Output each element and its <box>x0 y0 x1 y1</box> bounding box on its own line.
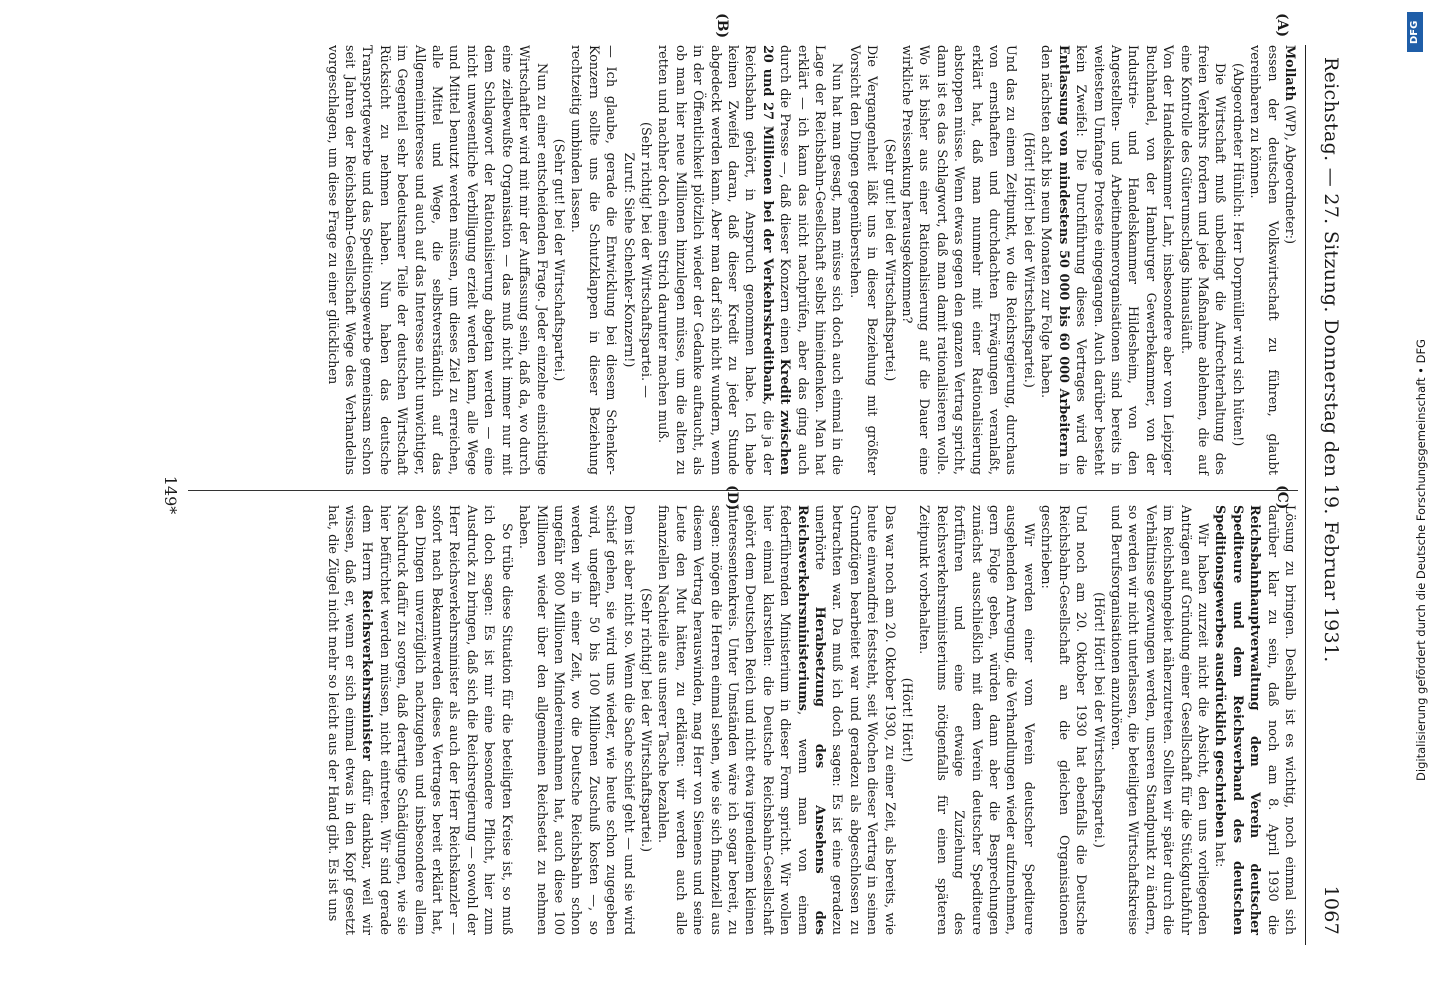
margin-mark-b: (B) <box>714 13 730 39</box>
header-rule <box>1305 45 1306 945</box>
page-header <box>1310 45 1350 945</box>
paragraph: Nun hat man gesagt, man müsse sich doch auch einmal in die Lage der Reichsbahn-Gesellschaft selbst hineindenken. Man hat erklärt — ich kann das nicht nachprüfen, aber das ging auch durch die Presse —, daß dieser Konzern einen Kredit zwischen 20 und 27 Millionen bei der Verkehrskreditbank, die ja der Reichsbahn gehört, in Anspruch genommen habe. Ich habe keinen Zweifel daran, daß dieser Kredit zu jeder Stunde abgedeckt werden kann. Aber man darf sich nicht wundern, wenn in der Öffentlichkeit plötzlich wieder der Gedanke auftaucht, als ob man hier neue Millionen hinzulegen müsse, um die alten zu retten und nachher doch einen Strich darunter machen muß. <box>655 45 845 476</box>
interjection: (Sehr gut! bei der Wirtschaftspartei.) <box>881 138 897 382</box>
rotated-document-page <box>120 13 1350 945</box>
interjection: Zuruf: Siehe Schenker-Konzern!) <box>620 152 636 368</box>
paragraph: Und noch am 20. Oktober 1930 hat ebenfalls die Deutsche Reichsbahn-Gesellschaft an die gleichen Organisationen geschrieben: <box>1038 505 1089 935</box>
paragraph: Wir haben zurzeit nicht die Absicht, den uns vorliegenden Anträgen auf Gründung einer Gesellschaft für die Stückgutabfuhr im Reichsbahngebiet näherzutreten. Sollten wir später durch die Verhältnisse gezwungen werden, unseren Standpunkt zu ändern, so werden wir nicht unterlassen, die beteiligten Wirtschaftskreise und Berufsorganisationen anzuhören. <box>1107 505 1210 935</box>
paragraph: Dem ist aber nicht so. Wenn die Sache schief geht — und sie wird schief gehen, sie wird uns wieder, wie heute schon zugegeben wird, ungefähr 50 bis 100 Millionen Zuschuß kosten —, so werden wir in einer Zeit, wo die Deutsche Reichsbahn schon ungefähr 800 Millionen Mindereinnahmen hat, auch diese 100 Millionen wieder über den allgemeinen Reichsetat zu nehmen haben. <box>516 505 636 935</box>
right-column <box>188 505 1298 935</box>
interjection: (Sehr richtig! bei der Wirtschaftspartei. — <box>637 122 653 398</box>
interjection: (Hört! Hört!) <box>899 677 915 763</box>
paragraph: Lösung zu bringen. Deshalb ist es wichtig, noch einmal sich darüber klar zu sein, daß noch am 8. April 1930 die Reichsbahnhauptverwaltung dem Verein deutscher Spediteure und dem Reichsverband des deutschen Speditionsgewerbes ausdrücklich geschrieben hat: <box>1212 505 1297 935</box>
paragraph: essen der deutschen Volkswirtschaft zu führen, glaubt vereinbaren zu können. <box>1247 45 1280 475</box>
paragraph: Mollath (WP), Abgeordneter:) <box>1282 45 1297 245</box>
interjection: (Abgeordneter Hünlich: Herr Dorpmüller wird sich hüten!) <box>1229 63 1245 447</box>
paragraph: Wir werden einer vom Verein deutscher Spediteure ausgehenden Anregung, die Verhandlungen wieder aufzunehmen, gern Folge geben, würden dann aber die Besprechungen zunächst ausschließlich mit dem Verein deutscher Spediteure fortführen und eine etwaige Zuziehung des Reichsverkehrsministeriums nötigenfalls für einen späteren Zeitpunkt vorbehalten. <box>916 505 1036 935</box>
paragraph: Das war noch am 20. Oktober 1930, zu einer Zeit, als bereits, wie heute einwandfrei feststeht, seit Wochen dieser Vertrag in seinen Grundzügen bearbeitet war und geradezu als abgeschlossen zu betrachten war. Da muß ich doch sagen: Es ist eine geradezu unerhörte Herabsetzung des Ansehens des Reichsverkehrsministeriums, wenn man von einem federführenden Ministerium in dieser Form spricht. Wir wollen hier einmal klarstellen: die Deutsche Reichsbahn-Gesellschaft gehört dem Deutschen Reich und nicht etwa irgendeinem kleinen Interessentenkreis. Unter Umständen wäre ich sogar bereit, zu sagen: mögen die Herren einmal sehen, wie sie sich finanziell aus diesem Vertrag herauswinden, mag Herr von Siemens und seine Leute den Mut hätten, zu erklären: wir werden auch alle finanziellen Nachteile aus unserer Tasche bezahlen. <box>655 505 897 935</box>
header-title: Reichstag. — 27. Sitzung. Donnerstag den 19. Februar 1931. <box>1320 57 1342 663</box>
interjection: (Sehr gut! bei der Wirtschaftspartei.) <box>550 138 566 382</box>
signature-mark: 149* <box>161 475 180 515</box>
paragraph: Von der Handelskammer Lahr, insbesondere aber vom Leipziger Buchhandel, von der Hamburger Gewerbekammer, von der Industrie- und Handelskammer Hildesheim, von den Angestellten- und Arbeitnehmerorganisationen sind bereits in weitestem Umfange Proteste eingegangen. Auch darüber besteht kein Zweifel: Die Durchführung dieses Vertrages wird die Entlassung von mindestens 50 000 bis 60 000 Arbeitern in den nächsten acht bis neun Monaten zur Folge haben. <box>1038 45 1176 475</box>
margin-mark-a: (A) <box>1274 13 1290 38</box>
paragraph: Und das zu einem Zeitpunkt, wo die Reichsregierung, durchaus von ernsthaften und durchdachten Erwägungen veranlaßt, erklärt hat, daß man nunmehr mit einer Rationalisierung abstoppen müsse. Wenn etwas gegen den ganzen Vertrag spricht, dann ist es das Schlagwort, daß man damit rationalisieren wolle. Wo ist bisher aus einer Rationalisierung auf die Dauer eine wirkliche Preissenkung herausgekommen? <box>899 45 1019 475</box>
margin-mark-d: (D) <box>724 485 740 511</box>
dfg-logo: DFG <box>1407 12 1423 52</box>
paragraph: Nun zu einer entscheidenden Frage. Jeder einzelne einsichtige Wirtschaftler wird mit mir der Auffassung sein, daß da, wo durch eine zielbewußte Organisation — das muß nicht immer nur mit dem Schlagwort der Rationalisierung abgetan werden — eine nicht unwesentliche Verbilligung erzielt werden kann, alle Wege und Mittel benutzt werden müssen, um dieses Ziel zu erreichen, alle Mittel und Wege, die selbstverständlich auf das Allgemeininteresse und auch auf das Interesse nicht unwichtiger, im Gegenteil sehr bedeutsamer Teile der deutschen Wirtschaft Rücksicht zu nehmen haben. Nun haben das deutsche Transportgewerbe und das Speditionsgewerbe gemeinsam schon seit Jahren der Reichsbahn-Gesellschaft Wege des Verhandelns vorgeschlagen, um diese Frage zu einer glücklichen <box>324 45 549 475</box>
margin-mark-c: (C) <box>1274 485 1290 510</box>
interjection: (Sehr richtig! bei der Wirtschaftspartei.) <box>637 587 653 853</box>
paragraph: So trübe diese Situation für die beteiligten Kreise ist, so muß ich doch sagen: Es ist mir eine besondere Pflicht, hier zum Ausdruck zu bringen, daß sich die Reichsregierung — sowohl der Herr Reichsverkehrsminister als auch der Herr Reichskanzler — sofort nach Bekanntwerden dieses Vertrages bereit erklärt hat, den Dingen unverzüglich nachzugehen und insbesondere allem Nachdruck dafür zu sorgen, daß derartige Schädigungen, wie sie hier befürchtet werden müssen, nicht eintreten. Wir sind gerade dem Herrn Reichsverkehrsminister dafür dankbar, weil wir wissen, daß er, wenn er sich einmal etwas in den Kopf gesetzt hat, die Zügel nicht mehr so leicht aus der Hand gibt. Es ist uns <box>324 505 514 935</box>
interjection: (Hört! Hört! bei der Wirtschaftspartei.) <box>1020 132 1036 388</box>
interjection: (Hört! Hört! bei der Wirtschaftspartei.) <box>1090 592 1106 848</box>
left-column <box>188 45 1298 475</box>
dfg-sidebar <box>1394 0 1434 1000</box>
dfg-credit-text: Digitalisierung gefördert durch die Deutsche Forschungsgemeinschaft • DFG <box>1414 339 1428 781</box>
paragraph: Die Vergangenheit läßt uns in dieser Beziehung mit größter Vorsicht den Dingen gegenüberstehen. <box>846 45 880 475</box>
paragraph: Die Wirtschaft muß unbedingt die Aufrechterhaltung des freien Verkehrs fordern und jede Maßnahme ablehnen, die auf eine Kontrolle des Güterumschlags hinausläuft. <box>1177 45 1228 475</box>
column-divider <box>188 490 1298 491</box>
paragraph: — Ich glaube, gerade die Entwicklung bei diesem Schenker-Konzern sollte uns die Schutzklappen in dieser Beziehung rechtzeitig umbinden lassen. <box>568 45 619 475</box>
page-number: 1067 <box>1320 885 1342 935</box>
